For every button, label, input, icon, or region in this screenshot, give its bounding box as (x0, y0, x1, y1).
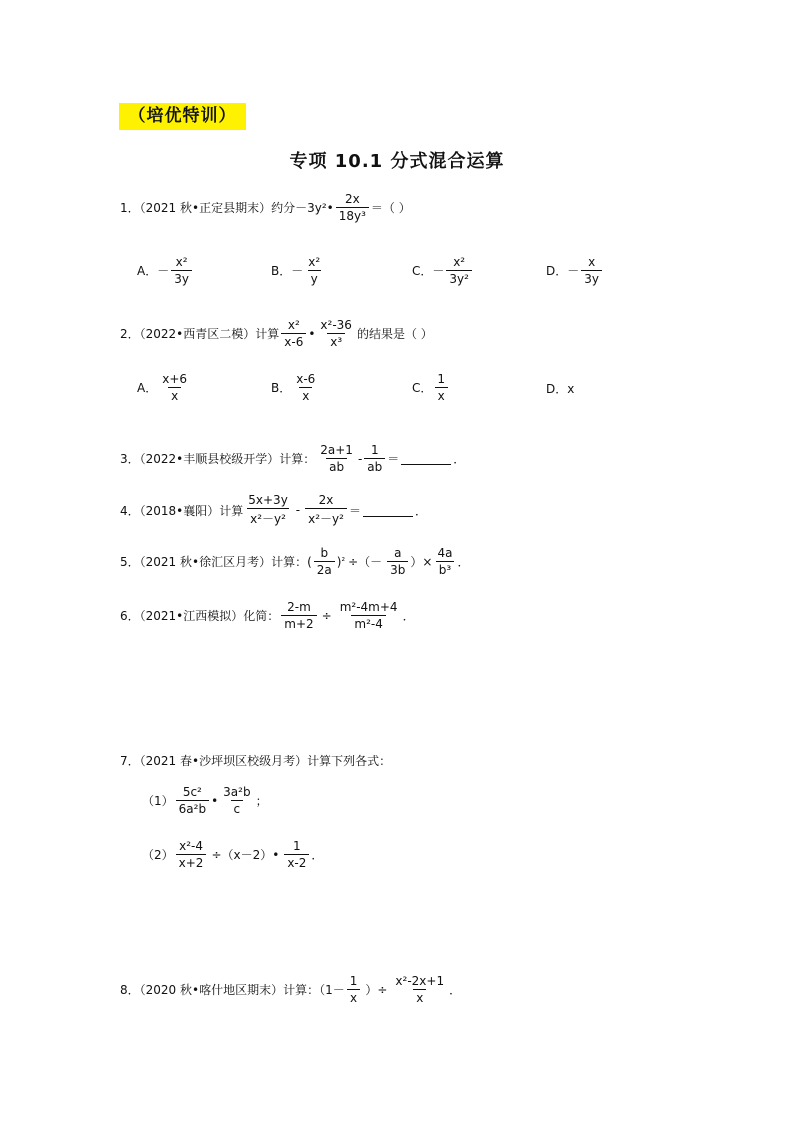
fraction-denominator: c (231, 800, 244, 816)
question-5 (120, 546, 469, 577)
fraction-numerator: x²-4 (179, 839, 203, 853)
fraction-denominator: 3y² (446, 270, 472, 286)
option-label: D．x (546, 382, 575, 396)
option-label: A． (137, 381, 158, 395)
minus-sign: - (295, 503, 301, 517)
question-6-fraction-2 (337, 600, 401, 631)
equals-sign: ＝ (387, 452, 400, 466)
q1-option-d (546, 255, 604, 286)
q1-option-c (412, 255, 474, 286)
option-label: B． (271, 381, 292, 395)
q1-option-b (271, 255, 325, 286)
question-2-prefix: 2．（2022•西青区二模）计算 (120, 327, 280, 341)
question-3-fraction-1 (317, 443, 356, 474)
question-2 (120, 318, 433, 349)
question-6-fraction-1 (281, 600, 316, 631)
period: ． (311, 848, 324, 862)
equals-sign: ＝ (348, 503, 361, 518)
close-paren: ) (336, 554, 342, 569)
fraction-denominator: 3y (581, 270, 602, 286)
fraction-numerator: b (320, 546, 329, 560)
part-1-fraction-1 (176, 785, 209, 816)
q2-option-a (137, 372, 192, 403)
question-8-fraction-2 (392, 974, 447, 1005)
question-5-fraction-3 (434, 546, 455, 577)
fraction-numerator: x²-36 (320, 318, 352, 332)
fraction-numerator: x (588, 255, 596, 269)
period: ． (414, 503, 427, 518)
fraction-numerator: 1 (293, 839, 301, 853)
badge-label: （培优特训） (119, 103, 246, 130)
fraction-numerator: x² (453, 255, 466, 269)
divide-sign: ÷ (321, 608, 332, 623)
fraction-denominator: x (347, 989, 360, 1005)
question-1 (120, 192, 411, 223)
fraction-denominator: x (168, 387, 181, 403)
answer-blank[interactable] (363, 504, 413, 517)
fraction-numerator: 1 (349, 974, 358, 988)
fraction-numerator: 1 (437, 372, 446, 386)
option-fraction (446, 255, 472, 286)
question-2-tail: 的结果是（ ） (356, 327, 433, 341)
question-6 (120, 600, 415, 631)
fraction-numerator: a (394, 546, 402, 560)
fraction-denominator: x+2 (176, 854, 207, 870)
question-4-fraction-1 (245, 493, 291, 527)
fraction-denominator: 2a (314, 561, 335, 577)
part-2-fraction-1 (176, 839, 207, 870)
question-1-prefix: 1．（2021 秋•正定县期末）约分 (120, 201, 296, 215)
option-fraction (434, 372, 448, 403)
semicolon: ； (255, 794, 268, 808)
fraction-numerator: m²-4m+4 (339, 600, 398, 614)
minus-sign: - (357, 451, 363, 466)
answer-blank[interactable] (401, 452, 451, 465)
question-7-part-1 (142, 785, 268, 816)
part-label: （2） (142, 848, 174, 862)
fraction-numerator: x² (308, 255, 321, 269)
question-7-part-2 (142, 839, 323, 870)
option-fraction (581, 255, 602, 286)
fraction-denominator: x (299, 387, 312, 403)
fraction-numerator: x² (287, 318, 300, 332)
question-8-prefix: 8．（2020 秋•喀什地区期末）计算：（1－ (120, 983, 345, 997)
period: ． (457, 555, 470, 569)
fraction-numerator: x-6 (296, 372, 316, 386)
fraction-denominator: m+2 (281, 615, 316, 631)
fraction-numerator: 2x (318, 493, 334, 507)
question-3 (120, 443, 465, 474)
fraction-denominator: x (435, 387, 448, 403)
fraction-denominator: m²-4 (351, 615, 385, 631)
fraction-numerator: 2-m (287, 600, 311, 614)
fraction-denominator: 6a²b (176, 800, 209, 816)
q2-option-b (271, 372, 320, 403)
part-1-fraction-2 (220, 785, 253, 816)
fraction-denominator: 3y (171, 270, 192, 286)
exponent: ² (341, 556, 346, 567)
fraction-denominator: 3b (387, 561, 408, 577)
middle-operator: ÷（x－2）• (211, 848, 280, 862)
question-5-fraction-1 (314, 546, 335, 577)
fraction-denominator: x-6 (281, 333, 306, 349)
question-7-prefix: 7．（2021 春•沙坪坝区校级月考）计算下列各式： (120, 754, 392, 768)
fraction-numerator: 3a²b (223, 785, 251, 799)
fraction-denominator: y (308, 270, 321, 286)
question-8 (120, 974, 461, 1005)
question-4-prefix: 4．（2018•襄阳）计算 (120, 503, 244, 518)
fraction-denominator: x-2 (284, 854, 309, 870)
fraction-denominator: x³ (327, 333, 345, 349)
option-label: B．－ (271, 264, 304, 278)
middle-operator: ）÷ (365, 983, 388, 997)
period: ． (402, 609, 415, 623)
question-3-prefix: 3．（2022•丰顺县校级开学）计算： (120, 452, 316, 466)
fraction-denominator: b³ (436, 561, 454, 577)
question-5-fraction-2 (387, 546, 408, 577)
question-2-fraction-2 (317, 318, 355, 349)
multiply-dot: • (308, 326, 316, 341)
fraction-numerator: 5c² (182, 785, 202, 799)
question-7 (120, 752, 391, 769)
part-label: （1） (142, 794, 174, 808)
fraction-denominator: x (413, 989, 426, 1005)
option-fraction (305, 255, 323, 286)
fraction-numerator: 2x (344, 192, 360, 206)
times-sign: ）× (410, 555, 433, 569)
fraction-numerator: x+6 (162, 372, 188, 386)
fraction-numerator: 4a (437, 546, 453, 560)
fraction-denominator: x²－y² (305, 508, 347, 527)
question-1-fraction (336, 192, 369, 223)
q1-option-a (137, 255, 194, 286)
option-label: A．－ (137, 264, 170, 278)
question-8-fraction-1 (347, 974, 361, 1005)
option-fraction (171, 255, 192, 286)
q2-option-d (546, 380, 574, 397)
fraction-numerator: x²-2x+1 (395, 974, 445, 988)
period: ． (453, 452, 466, 466)
multiply-dot: • (211, 793, 219, 808)
fraction-denominator: 18y³ (336, 207, 369, 223)
fraction-numerator: 1 (370, 443, 379, 457)
question-6-prefix: 6．（2021•江西模拟）化简： (120, 609, 280, 623)
question-1-lead: －3y²• (295, 201, 334, 215)
fraction-denominator: ab (326, 458, 347, 474)
q2-option-c (412, 372, 450, 403)
period: ． (449, 983, 462, 997)
page-title: 专项 10.1 分式混合运算 (289, 151, 505, 172)
option-fraction (293, 372, 318, 403)
question-4 (120, 493, 427, 527)
question-2-fraction-1 (281, 318, 306, 349)
fraction-denominator: ab (364, 458, 385, 474)
open-paren: ( (307, 554, 312, 569)
fraction-numerator: x² (175, 255, 188, 269)
question-5-prefix: 5．（2021 秋•徐汇区月考）计算： (120, 555, 308, 569)
option-label: C．－ (412, 264, 445, 278)
option-label: D．－ (546, 264, 580, 278)
fraction-numerator: 2a+1 (320, 443, 353, 457)
question-4-fraction-2 (305, 493, 347, 527)
fraction-numerator: 5x+3y (248, 493, 288, 507)
option-label: C． (412, 381, 433, 395)
part-2-fraction-2 (284, 839, 309, 870)
option-fraction (159, 372, 190, 403)
question-1-tail: ＝（ ） (370, 201, 411, 215)
fraction-denominator: x²－y² (247, 508, 289, 527)
question-3-fraction-2 (364, 443, 385, 474)
divide-sign: ÷（－ (348, 555, 383, 569)
